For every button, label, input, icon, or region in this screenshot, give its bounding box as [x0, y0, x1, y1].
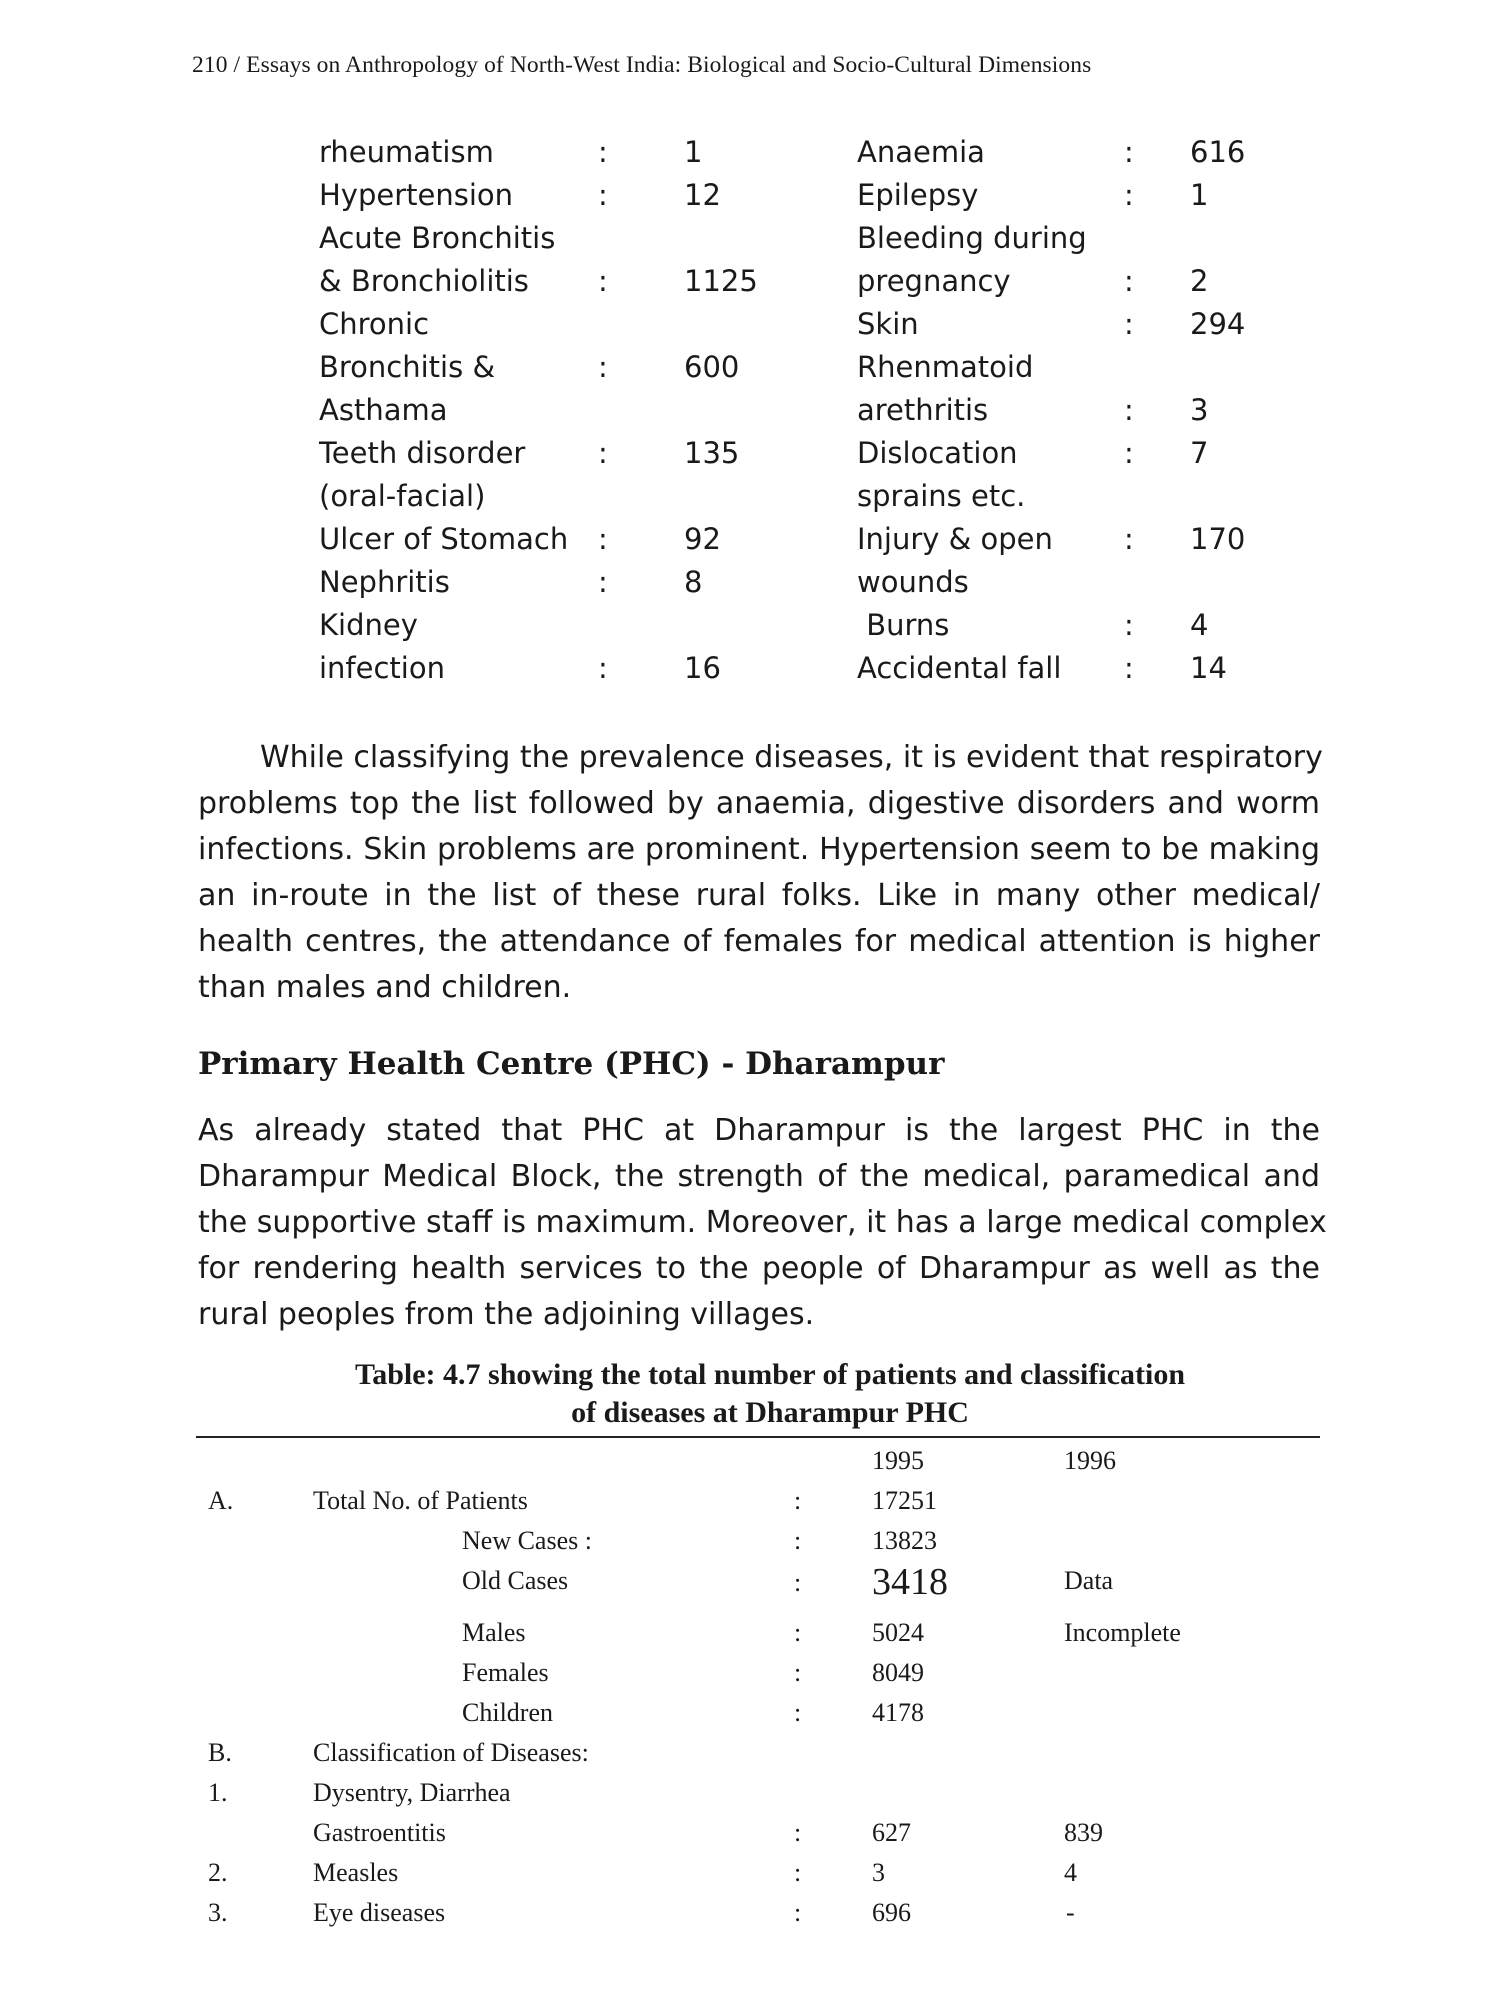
left-disease-name: Teeth disorder: [319, 436, 526, 470]
right-disease-name: Anaemia: [857, 135, 985, 169]
row-label: Old Cases: [462, 1566, 569, 1595]
col-header-1996: 1996: [1064, 1446, 1116, 1475]
row-label: Gastroentitis: [313, 1818, 446, 1847]
running-header: 210 / Essays on Anthropology of North-West India: Biological and Socio-Cultural Dimensions: [192, 52, 1092, 78]
paragraph-line: While classifying the prevalence diseases, it is evident that respiratory: [260, 740, 1323, 775]
right-separator: :: [1124, 393, 1134, 427]
paragraph-line: the supportive staff is maximum. Moreover, it has a large medical complex: [198, 1205, 1327, 1240]
section-heading: Primary Health Centre (PHC) - Dharampur: [198, 1046, 945, 1082]
left-disease-count: 12: [684, 178, 721, 212]
paragraph-line: an in-route in the list of these rural folks. Like in many other medical/: [198, 878, 1320, 913]
right-separator: :: [1124, 264, 1134, 298]
right-disease-name: Dislocation: [857, 436, 1018, 470]
left-disease-name: Asthama: [319, 393, 448, 427]
left-separator: :: [598, 565, 608, 599]
row-value-1995: 17251: [872, 1486, 937, 1515]
paragraph-line: for rendering health services to the people of Dharampur as well as the: [198, 1251, 1320, 1286]
row-number: 2.: [208, 1858, 228, 1887]
row-value-1996: Data: [1064, 1566, 1114, 1595]
row-separator: :: [794, 1698, 802, 1727]
row-number: 1.: [208, 1778, 228, 1807]
right-disease-count: 294: [1190, 307, 1246, 341]
right-disease-count: 1: [1190, 178, 1209, 212]
row-separator: :: [794, 1568, 802, 1597]
row-separator: :: [794, 1618, 802, 1647]
row-value-1995: 696: [872, 1898, 911, 1927]
right-disease-name: arethritis: [857, 393, 989, 427]
right-disease-count: 7: [1190, 436, 1209, 470]
paragraph-line: Dharampur Medical Block, the strength of the medical, paramedical and: [198, 1159, 1320, 1194]
right-disease-count: 4: [1190, 608, 1209, 642]
table-caption-line2: of diseases at Dharampur PHC: [571, 1396, 969, 1429]
right-separator: :: [1124, 608, 1134, 642]
left-disease-name: rheumatism: [319, 135, 494, 169]
left-separator: :: [598, 522, 608, 556]
paragraph-line: As already stated that PHC at Dharampur is the largest PHC in the: [198, 1113, 1320, 1148]
row-label: Eye diseases: [313, 1898, 446, 1927]
right-disease-name: wounds: [857, 565, 969, 599]
left-disease-name: infection: [319, 651, 445, 685]
right-disease-name: Rhenmatoid: [857, 350, 1034, 384]
left-disease-count: 135: [684, 436, 740, 470]
left-disease-name: Acute Bronchitis: [319, 221, 556, 255]
left-disease-count: 92: [684, 522, 721, 556]
left-disease-name: Ulcer of Stomach: [319, 522, 569, 556]
left-disease-name: & Bronchiolitis: [319, 264, 529, 298]
paragraph-line: rural peoples from the adjoining villages.: [198, 1297, 815, 1332]
row-value-1996: 839: [1064, 1818, 1103, 1847]
row-number: 3.: [208, 1898, 228, 1927]
right-disease-name: Epilepsy: [857, 178, 979, 212]
left-disease-name: Kidney: [319, 608, 418, 642]
right-disease-name: Burns: [857, 608, 950, 642]
right-disease-count: 14: [1190, 651, 1227, 685]
row-separator: :: [794, 1486, 802, 1515]
row-value-1996: 4: [1064, 1858, 1077, 1887]
left-disease-name: Nephritis: [319, 565, 450, 599]
left-disease-name: Hypertension: [319, 178, 514, 212]
row-label: Total No. of Patients: [313, 1486, 528, 1515]
row-value-1995: 4178: [872, 1698, 924, 1727]
row-label: Females: [462, 1658, 549, 1687]
right-disease-count: 2: [1190, 264, 1209, 298]
left-disease-count: 600: [684, 350, 740, 384]
paragraph-line: than males and children.: [198, 970, 572, 1005]
paragraph-line: problems top the list followed by anaemia, digestive disorders and worm: [198, 786, 1320, 821]
row-value-1995: 13823: [872, 1526, 937, 1555]
row-label: Children: [462, 1698, 553, 1727]
row-label: Dysentry, Diarrhea: [313, 1778, 511, 1807]
row-number: A.: [208, 1486, 234, 1515]
left-separator: :: [598, 178, 608, 212]
left-disease-count: 16: [684, 651, 721, 685]
row-label: Classification of Diseases:: [313, 1738, 589, 1767]
row-separator: :: [794, 1658, 802, 1687]
left-disease-name: (oral-facial): [319, 479, 486, 513]
right-separator: :: [1124, 651, 1134, 685]
left-separator: :: [598, 135, 608, 169]
row-value-1996: Incomplete: [1064, 1618, 1181, 1647]
right-separator: :: [1124, 307, 1134, 341]
right-separator: :: [1124, 135, 1134, 169]
row-label: New Cases :: [462, 1526, 592, 1555]
left-separator: :: [598, 350, 608, 384]
left-separator: :: [598, 436, 608, 470]
row-value-1995: 3418: [872, 1561, 948, 1603]
right-disease-name: Bleeding during: [857, 221, 1087, 255]
row-value-1995: 8049: [872, 1658, 924, 1687]
row-number: B.: [208, 1738, 232, 1767]
table-caption-line1: Table: 4.7 showing the total number of patients and classification: [354, 1358, 1186, 1391]
row-label: Males: [462, 1618, 526, 1647]
right-separator: :: [1124, 178, 1134, 212]
right-disease-count: 616: [1190, 135, 1246, 169]
col-header-1995: 1995: [872, 1446, 924, 1475]
left-disease-name: Chronic: [319, 307, 430, 341]
right-disease-name: pregnancy: [857, 264, 1011, 298]
right-disease-name: sprains etc.: [857, 479, 1026, 513]
right-disease-count: 3: [1190, 393, 1209, 427]
left-disease-count: 8: [684, 565, 703, 599]
right-disease-count: 170: [1190, 522, 1246, 556]
row-value-1995: 627: [872, 1818, 911, 1847]
paragraph-line: health centres, the attendance of females for medical attention is higher: [198, 924, 1320, 959]
right-disease-name: Accidental fall: [857, 651, 1062, 685]
left-disease-name: Bronchitis &: [319, 350, 496, 384]
left-disease-count: 1125: [684, 264, 758, 298]
right-separator: :: [1124, 522, 1134, 556]
row-separator: :: [794, 1526, 802, 1555]
right-disease-name: Skin: [857, 307, 919, 341]
row-separator: :: [794, 1858, 802, 1887]
row-value-1995: 5024: [872, 1618, 924, 1647]
row-value-1996: -: [1066, 1898, 1075, 1927]
row-label: Measles: [313, 1858, 399, 1887]
row-separator: :: [794, 1898, 802, 1927]
right-disease-name: Injury & open: [857, 522, 1053, 556]
left-separator: :: [598, 264, 608, 298]
paragraph-line: infections. Skin problems are prominent. Hypertension seem to be making: [198, 832, 1320, 867]
right-separator: :: [1124, 436, 1134, 470]
left-disease-count: 1: [684, 135, 703, 169]
row-value-1995: 3: [872, 1858, 885, 1887]
row-separator: :: [794, 1818, 802, 1847]
left-separator: :: [598, 651, 608, 685]
